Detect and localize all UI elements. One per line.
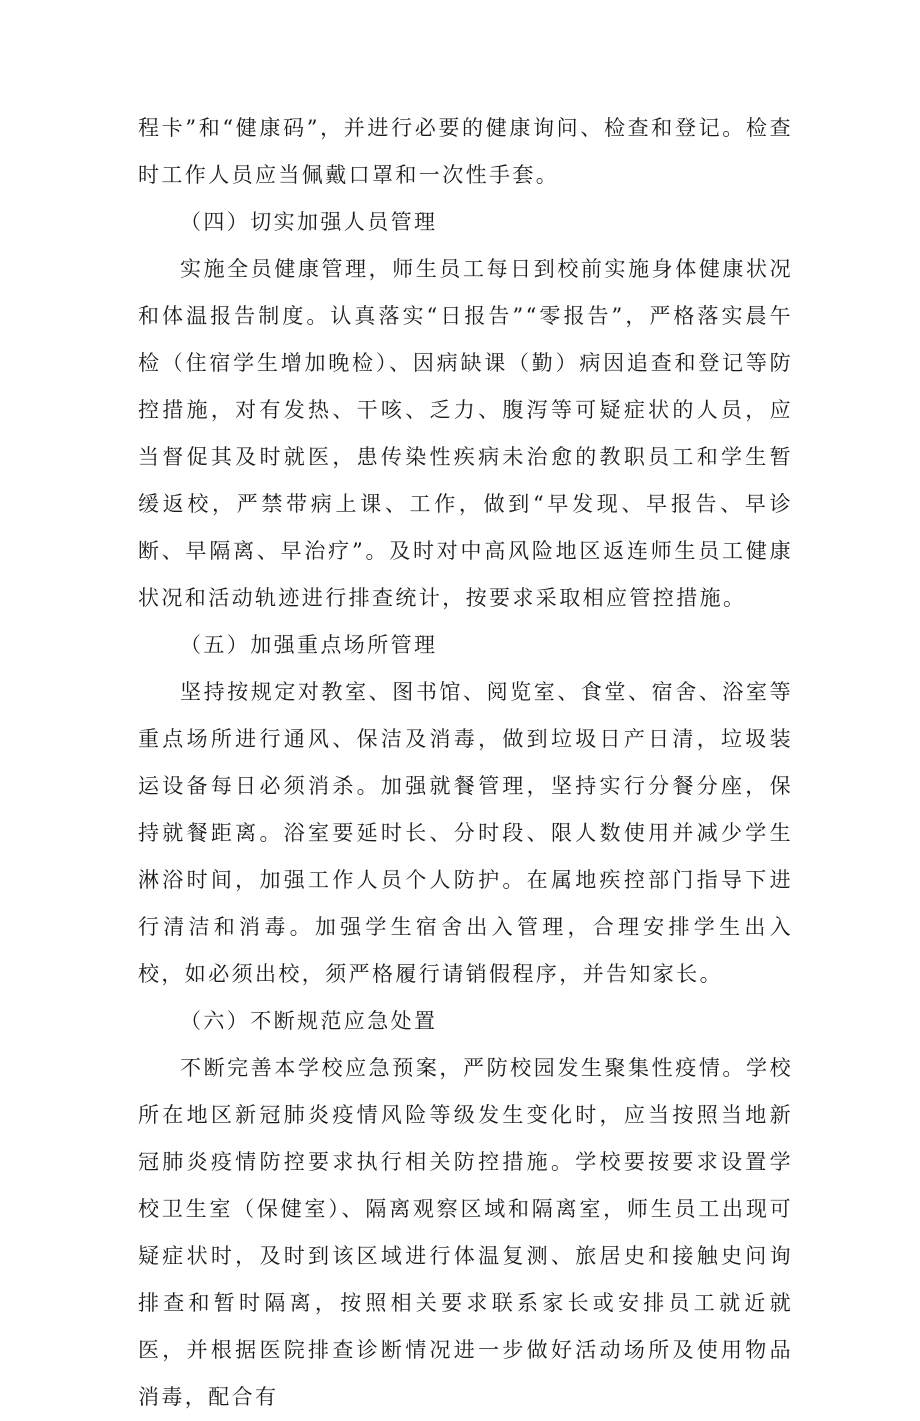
section-heading-4: （四）切实加强人员管理 [180,210,438,234]
document-body [138,105,793,1421]
section-heading-5: （五）加强重点场所管理 [180,633,438,657]
paragraph-personnel-management: 实施全员健康管理，师生员工每日到校前实施身体健康状况和体温报告制度。认真落实“日报告”“零报告”，严格落实晨午检（住宿学生增加晚检）、因病缺课（勤）病因追查和登记等防控措施，对有发热、干咳、乏力、腹泻等可疑症状的人员，应当督促其及时就医，患传染性疾病未治愈的教职员工和学生暂缓返校，严禁带病上课、工作，做到“早发现、早报告、早诊断、早隔离、早治疗”。及时对中高风险地区返连师生员工健康状况和活动轨迹进行排查统计，按要求采取相应管控措施。 [138,257,793,610]
section-heading-6: （六）不断规范应急处置 [180,1009,438,1033]
paragraph-key-venues: 坚持按规定对教室、图书馆、阅览室、食堂、宿舍、浴室等重点场所进行通风、保洁及消毒，做到垃圾日产日清，垃圾装运设备每日必须消杀。加强就餐管理，坚持实行分餐分座，保持就餐距离。浴室要延时长、分时段、限人数使用并减少学生淋浴时间，加强工作人员个人防护。在属地疾控部门指导下进行清洁和消毒。加强学生宿舍出入管理，合理安排学生出入校，如必须出校，须严格履行请销假程序，并告知家长。 [138,680,793,986]
paragraph-continuation: 程卡”和“健康码”，并进行必要的健康询问、检查和登记。检查时工作人员应当佩戴口罩和一次性手套。 [138,116,793,187]
paragraph-emergency-response: 不断完善本学校应急预案，严防校园发生聚集性疫情。学校所在地区新冠肺炎疫情风险等级发生变化时，应当按照当地新冠肺炎疫情防控要求执行相关防控措施。学校要按要求设置学校卫生室（保健室）、隔离观察区域和隔离室，师生员工出现可疑症状时，及时到该区域进行体温复测、旅居史和接触史问询排查和暂时隔离，按照相关要求联系家长或安排员工就近就医，并根据医院排查诊断情况进一步做好活动场所及使用物品消毒，配合有 [138,1056,793,1409]
